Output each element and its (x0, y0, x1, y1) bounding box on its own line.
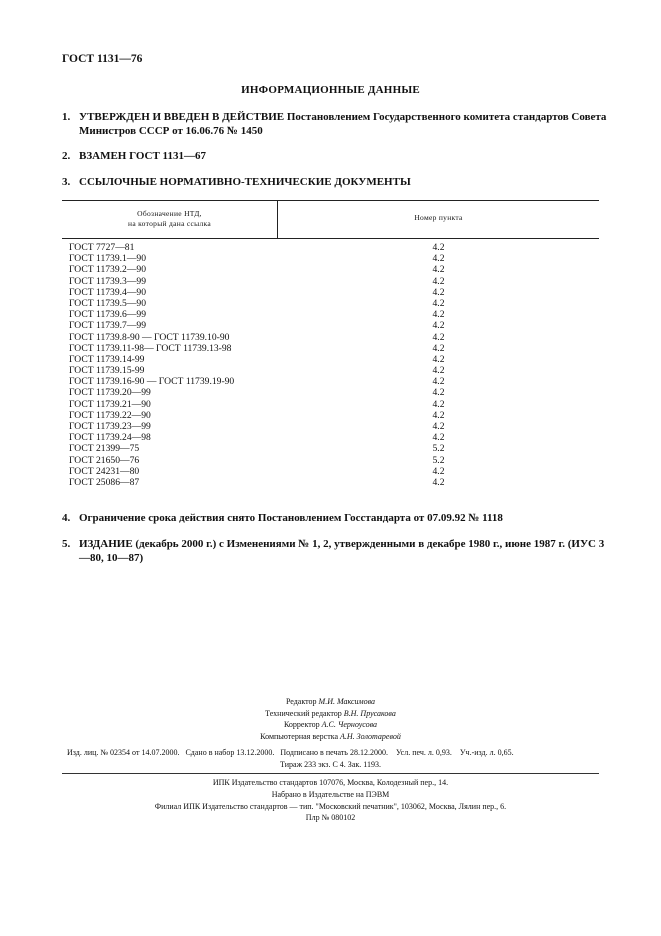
clause-number: 4.2 (432, 309, 445, 321)
ntd-designation: ГОСТ 11739.15-99 (69, 365, 145, 377)
header-clause-number: Номер пункта (414, 213, 463, 222)
item-number: 3. (62, 176, 71, 188)
table-row (62, 343, 599, 354)
item-text: (декабрь 2000 г.) с Изменениями № 1, 2, утвержденными в декабре 1980 г., июне 1987 г. (ИУС 3—80, 10—87) (79, 538, 605, 564)
ntd-designation: ГОСТ 11739.16-90 — ГОСТ 11739.19-90 (69, 376, 235, 388)
typeset-date: Сдано в набор 13.12.2000. (185, 748, 275, 757)
clause-number: 4.2 (432, 275, 445, 287)
reference-table (62, 200, 599, 488)
footer-line: Филиал ИПК Издательство стандартов — тип. "Московский печатник", 103062, Москва, Лялин пер., 6. (154, 801, 507, 811)
table-row (62, 421, 599, 432)
ntd-designation: ГОСТ 11739.20—99 (69, 387, 151, 399)
clause-number: 4.2 (432, 387, 445, 399)
clause-number: 4.2 (432, 253, 445, 265)
ntd-designation: ГОСТ 24231—80 (69, 465, 140, 477)
ntd-designation: ГОСТ 21399—75 (69, 443, 140, 455)
pub-sheets: Уч.-изд. л. 0,65. (459, 748, 514, 757)
document-code: ГОСТ 1131—76 (62, 53, 143, 65)
clause-number: 4.2 (432, 398, 445, 410)
credit-layout: Компьютерная верстка А.Н. Золотаревой (260, 731, 401, 741)
ntd-designation: ГОСТ 7727—81 (69, 242, 135, 253)
table-row (62, 432, 599, 443)
table-row (62, 477, 599, 488)
table-row (62, 399, 599, 410)
clause-number: 4.2 (432, 353, 445, 365)
table-row (62, 365, 599, 376)
clause-number: 4.2 (432, 342, 445, 354)
item-number: 5. (62, 538, 71, 550)
info-item-3 (62, 175, 607, 189)
ntd-designation: ГОСТ 11739.6—99 (69, 309, 147, 321)
ntd-designation: ГОСТ 11739.2—90 (69, 264, 147, 276)
ntd-designation: ГОСТ 11739.5—90 (69, 297, 147, 309)
ntd-designation: ГОСТ 11739.22—90 (69, 409, 151, 421)
info-item-5 (62, 537, 607, 565)
clause-number: 4.2 (432, 320, 445, 332)
table-row (62, 253, 599, 264)
table-row (62, 332, 599, 343)
clause-number: 4.2 (432, 365, 445, 377)
clause-number: 4.2 (432, 286, 445, 298)
table-row (62, 387, 599, 398)
table-row (62, 354, 599, 365)
table-row (62, 242, 599, 253)
table-row (62, 309, 599, 320)
ntd-designation: ГОСТ 11739.1—90 (69, 253, 147, 265)
ntd-designation: ГОСТ 11739.4—90 (69, 286, 147, 298)
clause-number: 4.2 (432, 242, 445, 253)
header-ntd-designation: Обозначение НТД, на который дана ссылка (128, 209, 211, 228)
footer-line: Плр № 080102 (305, 813, 356, 823)
ntd-designation: ГОСТ 11739.14-99 (69, 353, 145, 365)
ntd-designation: ГОСТ 11739.3—99 (69, 275, 147, 287)
info-item-1 (62, 110, 607, 138)
table-row (62, 320, 599, 331)
credit-editor: Редактор М.И. Максимова (285, 697, 376, 706)
ntd-designation: ГОСТ 21650—76 (69, 454, 140, 466)
item-lead: УТВЕРЖДЕН И ВВЕДЕН В ДЕЙСТВИЕ (79, 111, 285, 123)
table-row (62, 264, 599, 275)
clause-number: 4.2 (432, 331, 445, 343)
circulation: Тираж 233 экз. С 4. Зак. 1193. (280, 760, 381, 769)
ntd-designation: ГОСТ 11739.11-98— ГОСТ 11739.13-98 (69, 342, 232, 354)
print-sheets: Усл. печ. л. 0,93. (395, 748, 452, 757)
clause-number: 4.2 (432, 465, 445, 477)
credit-corrector: Корректор А.С. Черноусова (283, 720, 378, 729)
ntd-designation: ГОСТ 11739.23—99 (69, 421, 151, 432)
table-row (62, 466, 599, 477)
footer-line: Набрано в Издательстве на ПЭВМ (271, 789, 390, 799)
clause-number: 4.2 (432, 476, 445, 488)
info-item-4 (62, 511, 607, 525)
table-row (62, 455, 599, 466)
publisher-footer (0, 777, 661, 824)
table-row (62, 376, 599, 387)
table-body (62, 242, 599, 488)
clause-number: 5.2 (432, 454, 445, 466)
ntd-designation: ГОСТ 11739.8-90 — ГОСТ 11739.10-90 (69, 331, 230, 343)
section-title: ИНФОРМАЦИОННЫЕ ДАННЫЕ (241, 84, 420, 96)
item-lead: Ограничение срока действия снято Постановлением Госстандарта от 07.09.92 № 1118 (79, 512, 503, 524)
table-row (62, 276, 599, 287)
ntd-designation: ГОСТ 25086—87 (69, 476, 140, 488)
table-header (62, 200, 599, 239)
clause-number: 4.2 (432, 432, 445, 444)
credit-tech-editor: Технический редактор В.Н. Прусакова (265, 708, 396, 718)
clause-number: 4.2 (432, 297, 445, 309)
footer-divider (62, 773, 599, 774)
clause-number: 4.2 (432, 376, 445, 388)
item-text: Постановлением Государственного комитета стандартов Совета Министров СССР от 16.06.76 № 1450 (79, 111, 607, 137)
clause-number: 4.2 (432, 264, 445, 276)
item-number: 1. (62, 111, 71, 123)
ntd-designation: ГОСТ 11739.24—98 (69, 432, 151, 444)
item-lead: ВЗАМЕН ГОСТ 1131—67 (79, 150, 206, 162)
item-number: 2. (62, 150, 71, 162)
item-number: 4. (62, 512, 71, 524)
clause-number: 4.2 (432, 421, 445, 432)
table-row (62, 287, 599, 298)
item-lead: ССЫЛОЧНЫЕ НОРМАТИВНО-ТЕХНИЧЕСКИЕ ДОКУМЕНТЫ (79, 176, 411, 188)
signed-date: Подписано в печать 28.12.2000. (280, 748, 388, 757)
clause-number: 4.2 (432, 409, 445, 421)
credits (0, 696, 661, 742)
license: Изд. лиц. № 02354 от 14.07.2000. (67, 748, 180, 757)
info-item-2 (62, 149, 607, 163)
clause-number: 5.2 (432, 443, 445, 455)
publication-info (67, 748, 627, 757)
table-row (62, 410, 599, 421)
footer-line: ИПК Издательство стандартов 107076, Москва, Колодезный пер., 14. (212, 778, 449, 787)
table-row (62, 443, 599, 454)
ntd-designation: ГОСТ 11739.7—99 (69, 320, 147, 332)
table-row (62, 298, 599, 309)
item-lead: ИЗДАНИЕ (79, 538, 133, 550)
ntd-designation: ГОСТ 11739.21—90 (69, 398, 151, 410)
